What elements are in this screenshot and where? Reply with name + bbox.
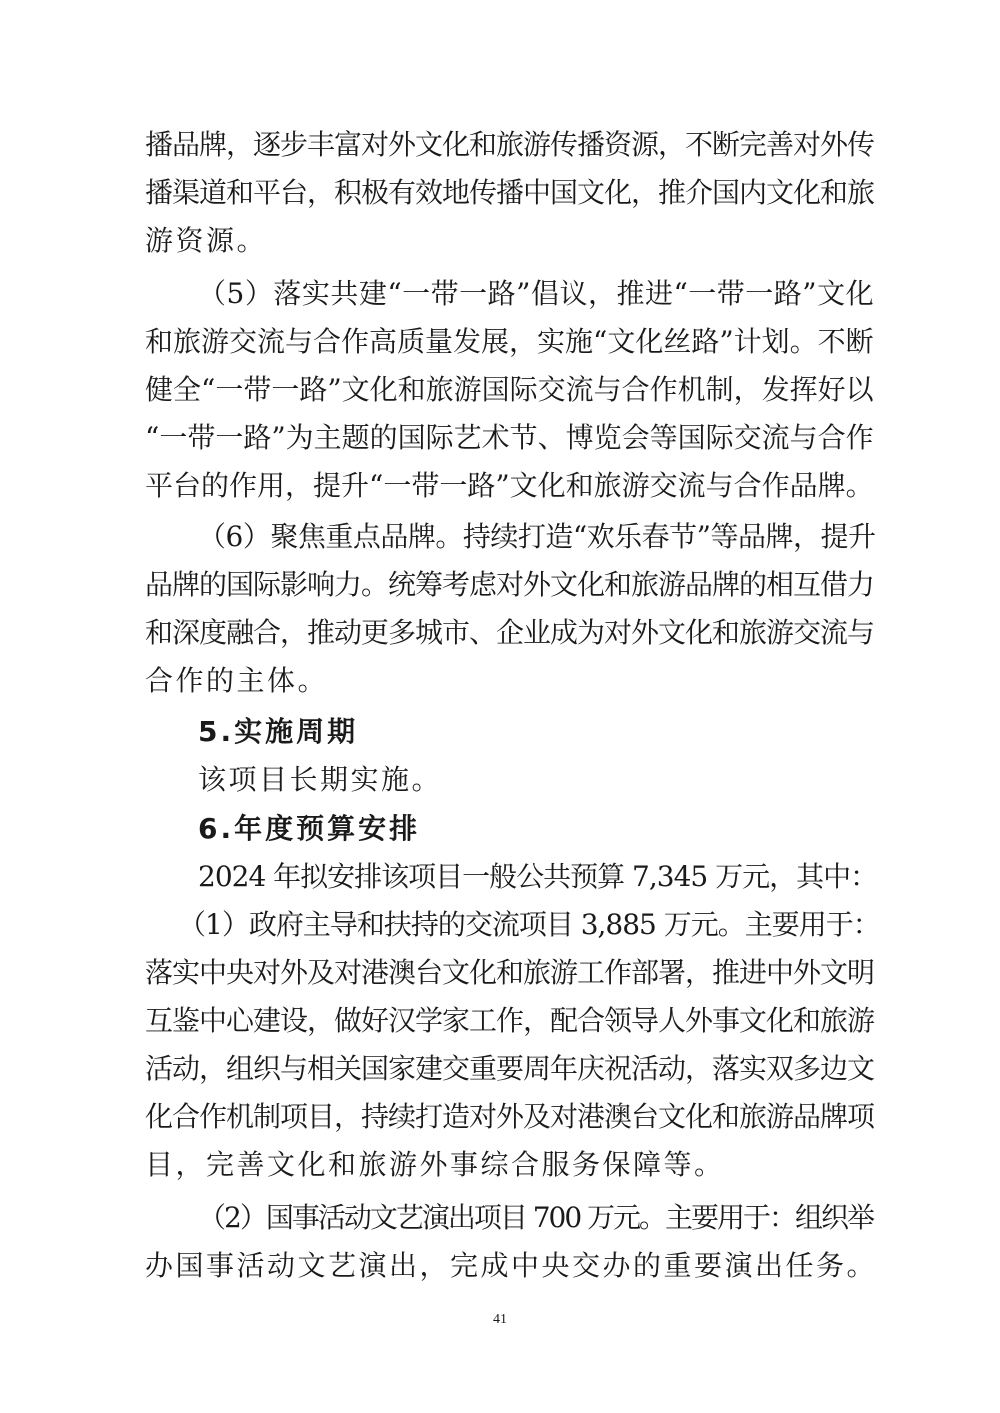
text-line: （6）聚焦重点品牌。持续打造“欢乐春节”等品牌，提升 [198,520,876,553]
section-heading: 6.年度预算安排 [198,812,421,845]
text-line: 化合作机制项目，持续打造对外及对港澳台文化和旅游品牌项 [145,1100,875,1133]
section-heading: 5.实施周期 [198,715,359,748]
page-number: 41 [493,1312,507,1327]
text-line: 合作的主体。 [145,664,329,697]
text-line: 和旅游交流与合作高质量发展，实施“文化丝路”计划。不断 [145,325,874,358]
text-line: 平台的作用，提升“一带一路”文化和旅游交流与合作品牌。 [145,469,874,502]
text-line: 目，完善文化和旅游外事综合服务保障等。 [145,1148,725,1181]
text-line: 品牌的国际影响力。统筹考虑对外文化和旅游品牌的相互借力 [145,568,875,601]
text-line: 办国事活动文艺演出，完成中央交办的重要演出任务。 [145,1249,878,1282]
text-line: 健全“一带一路”文化和旅游国际交流与合作机制，发挥好以 [145,373,874,406]
text-line: 落实中央对外及对港澳台文化和旅游工作部署，推进中外文明 [145,956,875,989]
text-line: 互鉴中心建设，做好汉学家工作，配合领导人外事文化和旅游 [145,1004,875,1037]
text-line: （1）政府主导和扶持的交流项目 3,885 万元。主要用于： [178,908,880,941]
text-line: 和深度融合，推动更多城市、企业成为对外文化和旅游交流与 [145,616,875,649]
text-line: （2）国事活动文艺演出项目 700 万元。主要用于：组织举 [198,1201,874,1234]
text-line: 活动，组织与相关国家建交重要周年庆祝活动，落实双多边文 [145,1052,875,1085]
text-line: 2024 年拟安排该项目一般公共预算 7,345 万元，其中： [198,860,878,893]
text-line: “一带一路”为主题的国际艺术节、博览会等国际交流与合作 [145,421,874,454]
text-line: 游资源。 [145,224,268,257]
text-line: 该项目长期实施。 [198,763,443,796]
text-line: （5）落实共建“一带一路”倡议，推进“一带一路”文化 [198,277,875,310]
text-line: 播渠道和平台，积极有效地传播中国文化，推介国内文化和旅 [145,176,875,209]
text-line: 播品牌，逐步丰富对外文化和旅游传播资源，不断完善对外传 [145,128,875,161]
